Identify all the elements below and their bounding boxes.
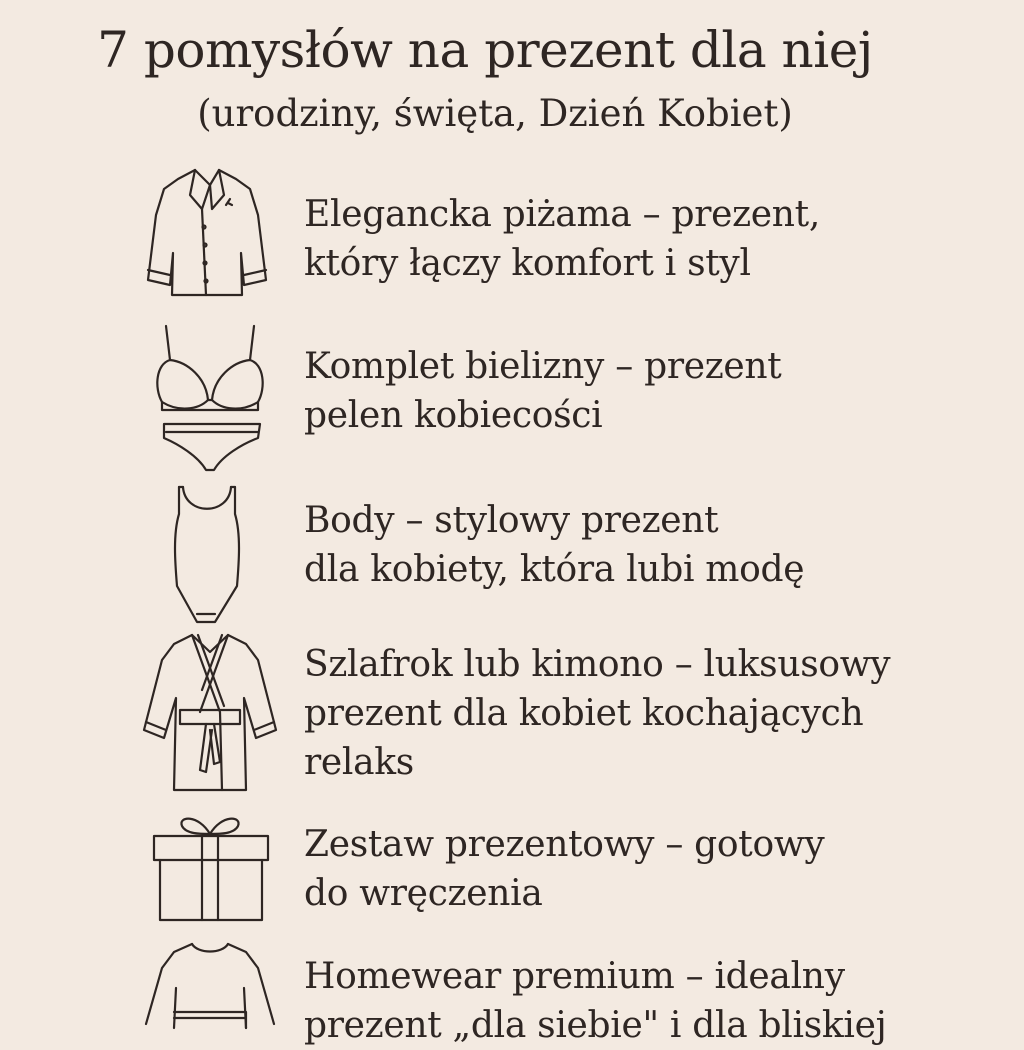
list-item (304, 820, 1014, 918)
item-line: Szlafrok lub kimono – luksusowy (304, 644, 891, 685)
page-title: 7 pomysłów na prezent dla niej (97, 21, 873, 79)
item-line: do wręczenia (304, 873, 543, 914)
robe-icon (140, 630, 280, 795)
pajama-shirt-icon (140, 165, 280, 300)
bodysuit-icon (165, 482, 255, 627)
list-item (304, 952, 1014, 1050)
item-line: Body – stylowy prezent (304, 500, 719, 541)
list-item (304, 640, 1014, 787)
item-line: Zestaw prezentowy – gotowy (304, 824, 825, 865)
page-subtitle: (urodziny, święta, Dzień Kobiet) (197, 92, 793, 135)
item-line: który łączy komfort i styl (304, 243, 751, 284)
item-line: relaks (304, 742, 414, 783)
list-item (304, 190, 1014, 288)
item-line: dla kobiety, która lubi modę (304, 549, 805, 590)
list-item (304, 342, 1014, 440)
item-line: Elegancka piżama – prezent, (304, 194, 820, 235)
homewear-sweater-icon (140, 938, 280, 1024)
item-line: Homewear premium – idealny (304, 956, 845, 997)
gift-box-icon (150, 812, 272, 927)
item-line: pelen kobiecości (304, 395, 603, 436)
item-line: Komplet bielizny – prezent (304, 346, 782, 387)
item-line: prezent „dla siebie" i dla bliskiej (304, 1005, 887, 1046)
lingerie-set-icon (152, 320, 272, 480)
list-item (304, 496, 1014, 594)
item-line: prezent dla kobiet kochających (304, 693, 864, 734)
